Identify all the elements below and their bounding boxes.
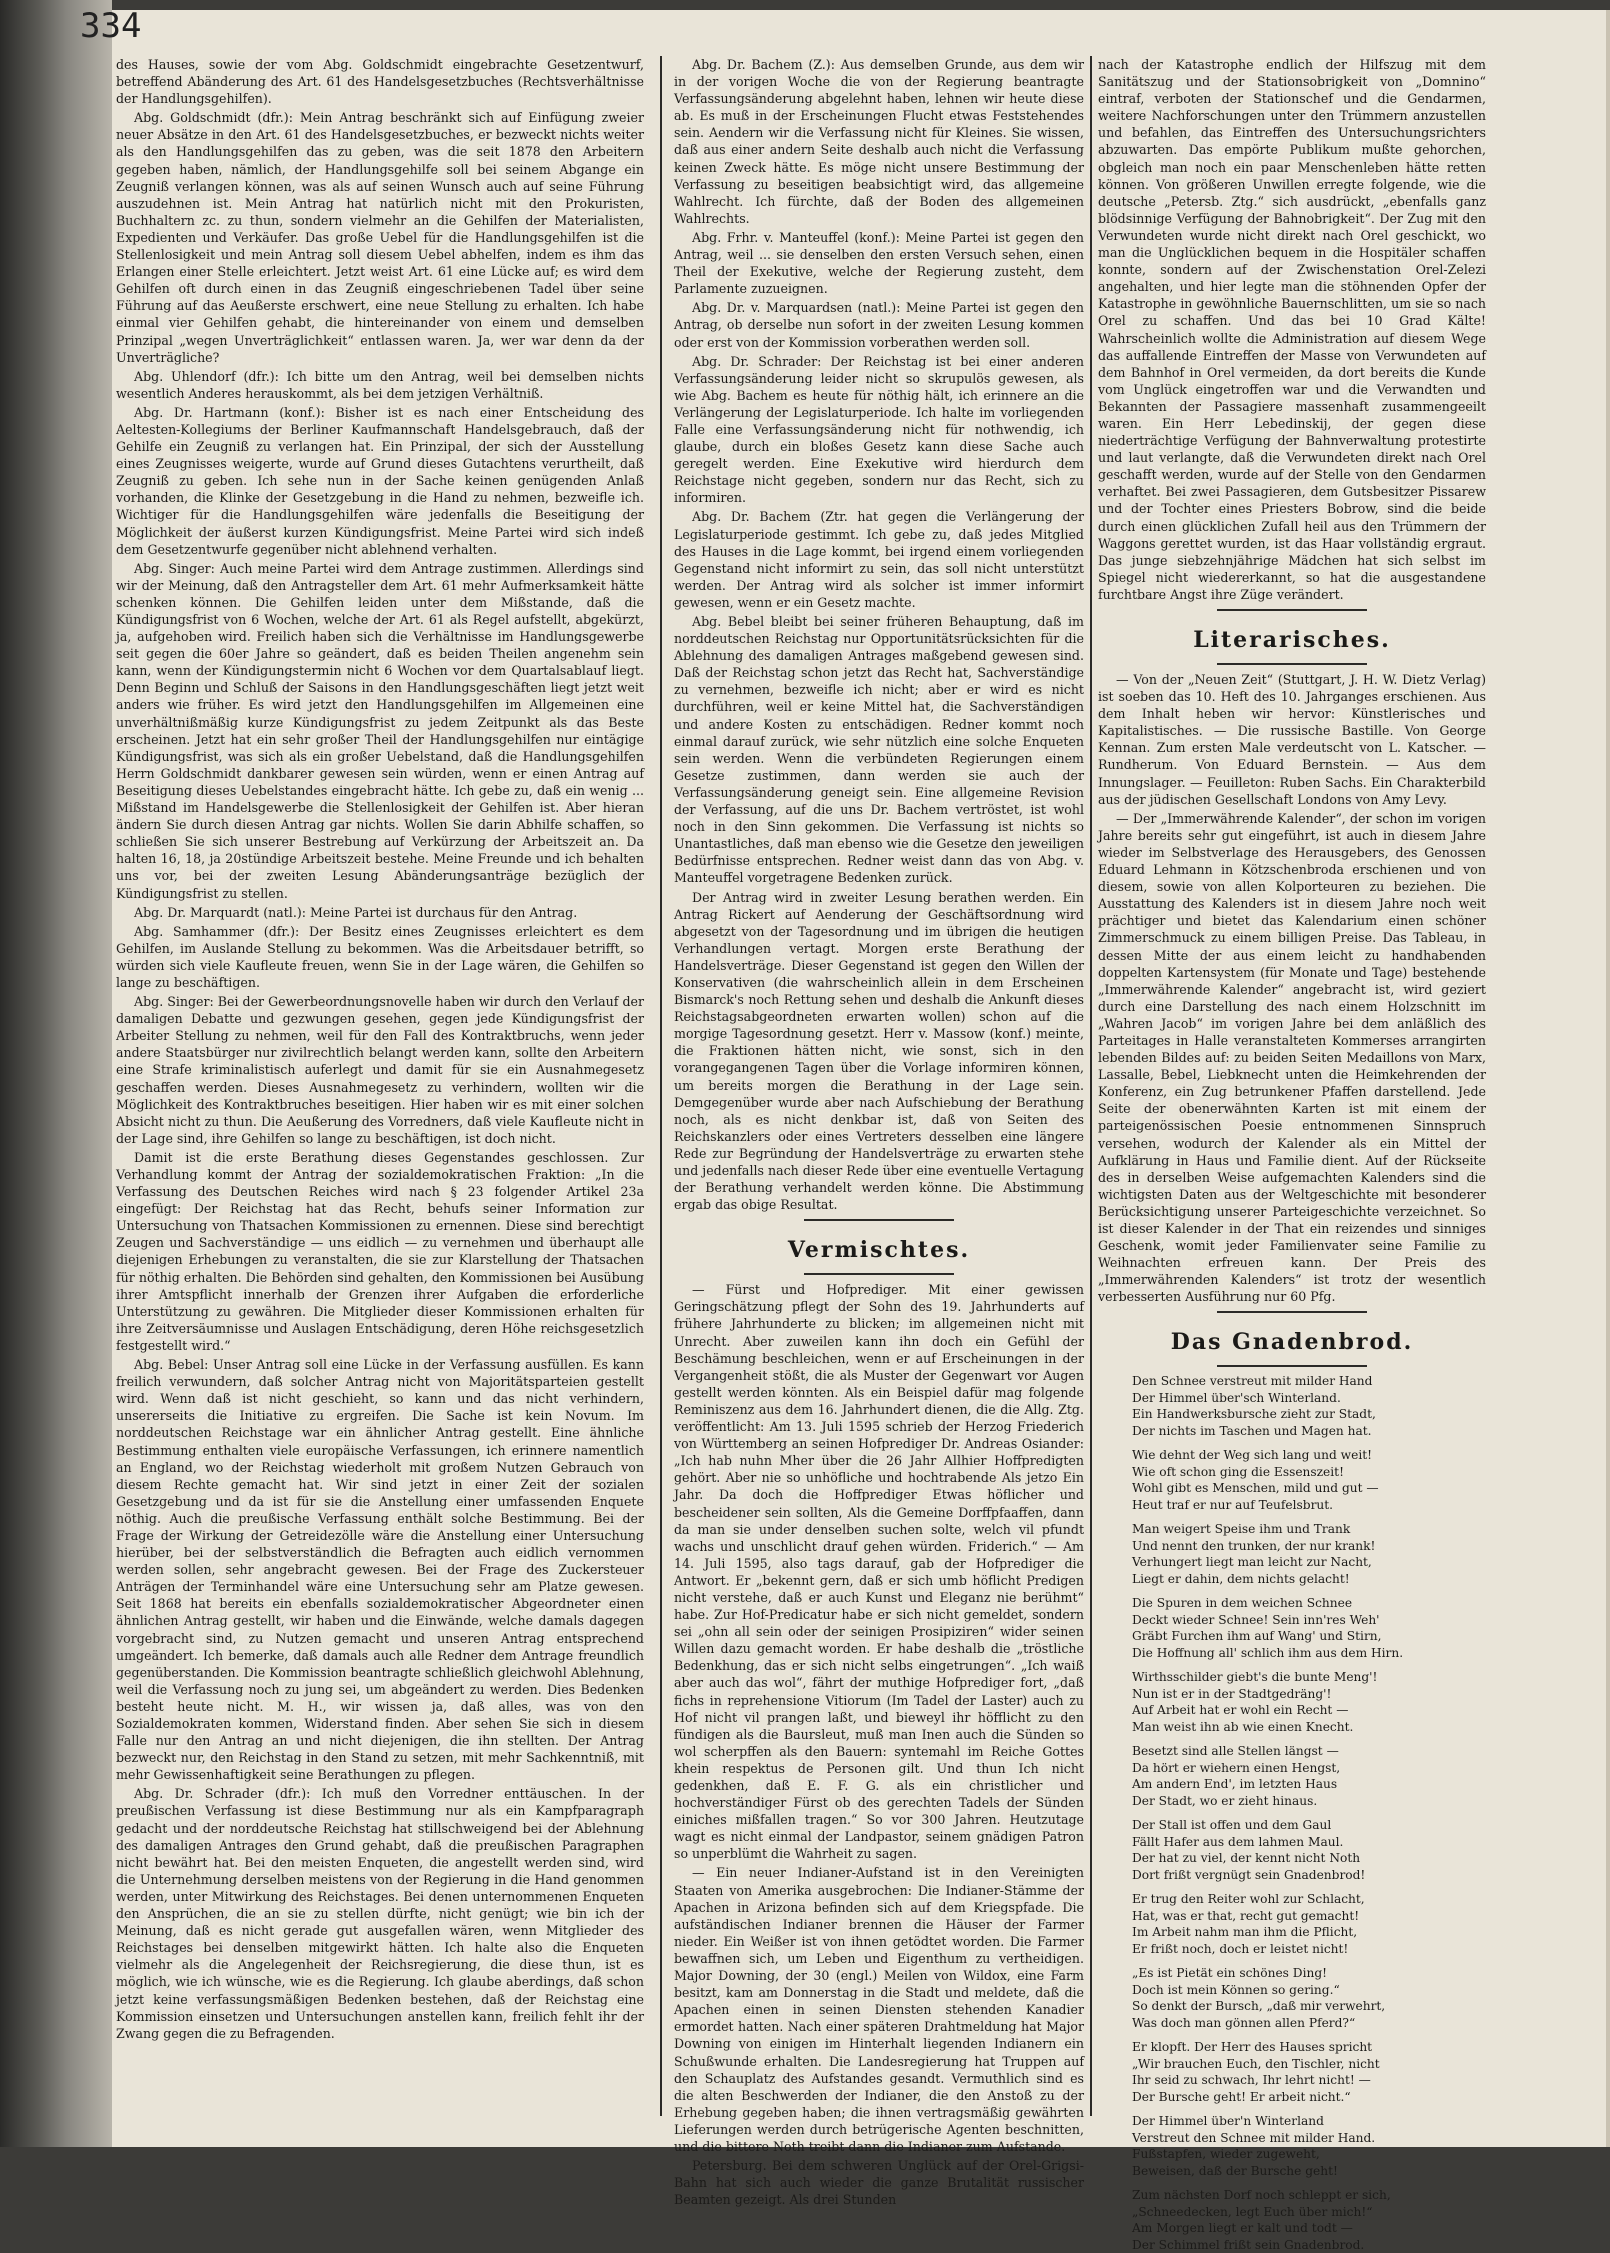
poem-line: „Schneedecken, legt Euch über mich!“ [1132, 2204, 1373, 2219]
poem-line: Man weigert Speise ihm und Trank [1132, 1522, 1351, 1537]
section-rule [804, 1219, 954, 1221]
poem-stanza [1132, 1373, 1486, 1439]
poem-line: Er trug den Reiter wohl zur Schlacht, [1132, 1892, 1365, 1907]
poem-line: Im Arbeit nahm man ihm die Pflicht, [1132, 1925, 1358, 1940]
vermischtes-paragraph: — Fürst und Hofprediger. Mit einer gewissen Geringschätzung pflegt der Sohn des 19. Jahrhunderts auf frühere Jahrhunderte zu blicken; im allgemeinen nicht mit Unrecht. Aber zuweilen kann ihn doch ein Gefühl der Beschämung beschleichen, wenn er auf Erscheinungen in der Vergangenheit stößt, die als Muster der Gegenwart vor Augen gestellt werden könnten. Als ein Beispiel dafür mag folgende Reminiszenz aus dem 16. Jahrhundert dienen, die die Allg. Ztg. veröffentlicht: Am 13. Juli 1595 schrieb der Herzog Friederich von Württemberg an seinen Hofprediger Dr. Andreas Osiander: „Ich hab nuhn Mher über die 26 Jahr Allhier Hoffpredigten gehört. Aber nie so unhöfliche und hochtrabende Als jetzo Ein Jahr. Da doch die Hoffprediger Etwas höflicher und bescheidener sein sollten, Als die Gemeine Dorffpfaaffen, dann da man sie under denselben suchen solte, welch vil pfundt wachs und unschlicht drauf gehen würden. Friderich.“ — Am 14. Juli 1595, also tags darauf, gab der Hofprediger die Antwort. Er „bekennt gern, daß er sich umb höflicht Predigen nicht verstehe, daß er auch Kunst und Eleganz nie berühmt“ habe. Zur Hof-Predicatur habe er sich nicht gemeldet, sondern sei „ohn all sein oder der seinigen Prosipiziren“ wider seinen Willen dazu gemacht worden. Er habe deshalb die „tröstliche Bedenkhung, das er sich nicht selbs eingetrungen“. „Ich waiß aber auch das wol“, fährt der muthige Hofprediger fort, „daß fichs in reprehensione Vitiorum (Im Tadel der Laster) auch zu Hof nicht vil prangen laßt, und bieweyl ihr höfflicht zu den fündigen als die Baursleut, muß man Inen auch die Sünden so wol scherpffen als den Bauern: syntemahl im Reiche Gottes khein respektus de Personen gilt. Und thun Ich nicht gedenkhen, daß E. F. G. als ein christlicher und hochverständiger Fürst ob des gerechten Tadels der Sünden einiches mißfallen tragen.“ So vor 300 Jahren. Heutzutage wagt es nicht einmal der Landpastor, seinem gnädigen Patron so unperblümt die Wahrheit zu sagen. [674, 1282, 1084, 1862]
poem-line: Die Spuren in dem weichen Schnee [1132, 1596, 1353, 1611]
col2-paragraph: Abg. Dr. v. Marquardsen (natl.): Meine Partei ist gegen den Antrag, ob derselbe nun sofort in der zweiten Lesung kommen oder erst von der Kommission vorberathen werden soll. [674, 300, 1084, 350]
column-rule-1 [660, 56, 662, 2116]
page-number: 334 [80, 6, 142, 46]
col2-paragraph: Abg. Bebel bleibt bei seiner früheren Behauptung, daß im norddeutschen Reichstag nur Opportunitätsrücksichten für die Ablehnung des damaligen Antrages maßgebend gewesen sind. Daß der Reichstag schon jetzt das Recht hat, Sachverständige zu vernehmen, bezweifle ich nicht; aber er wird es nicht durchführen, weil er keine Mittel hat, die Sachverständigen und andere Kosten zu entschädigen. Redner kommt noch einmal darauf zurück, wie sehr nützlich eine solche Enqueten sein werden. Wenn die verbündeten Regierungen einem Gesetze zustimmen, dann werden sie auch der Verfassungsänderung geneigt sein. Eine allgemeine Revision der Verfassung, auf die uns Dr. Bachem vertröstet, ist wohl noch in den Sinn gekommen. Die Verfassung ist nichts so Unantastliches, daß man ebenso wie die Gesetze den jeweiligen Bedürfnisse entsprechen. Redner weist dann das von Abg. v. Manteuffel vorgetragene Bedenken zurück. [674, 614, 1084, 886]
poem-stanza [1132, 2187, 1486, 2253]
section-rule [1217, 663, 1367, 665]
column-3 [1098, 56, 1486, 2252]
poem-line: Zum nächsten Dorf noch schleppt er sich, [1132, 2188, 1391, 2203]
col2-paragraph: Abg. Dr. Schrader: Der Reichstag ist bei einer anderen Verfassungsänderung leider nicht so skrupulös gewesen, als wie Abg. Bachem es heute für nöthig hält, ich erinnere an die Verlängerung der Legislaturperiode. Ich halte im vorliegenden Falle eine Verfassungsänderung nicht für nothwendig, ich glaube, durch ein bloßes Gesetz kann diese Sache auch geregelt werden. Eine Exekutive wird hierdurch dem Reichstage nicht gegeben, sondern nur das Recht, sich zu informiren. [674, 353, 1084, 506]
poem-line: Wie dehnt der Weg sich lang und weit! [1132, 1448, 1373, 1463]
poem-stanza [1132, 1965, 1486, 2031]
poem-line: Heut traf er nur auf Teufelsbrut. [1132, 1497, 1334, 1512]
col3-paragraph: nach der Katastrophe endlich der Hilfszug mit dem Sanitätszug und der Stationsobrigkeit von „Domnino“ eintraf, verboten der Stationschef und die Gendarmen, weitere Nachforschungen unter den Trümmern anzustellen und befahlen, das Eintreffen des Untersuchungsrichters abzuwarten. Das empörte Publikum mußte gehorchen, obgleich man noch ein paar Menschenleben hätte retten können. Von größeren Unwillen erregte folgende, wie die deutsche „Petersb. Ztg.“ sich ausdrückt, „ebenfalls ganz blödsinnige Verfügung der Bahnobrigkeit“. Der Zug mit den Verwundeten wurde nicht direkt nach Orel geschickt, wo man die Unglücklichen bequem in die Hospitäler schaffen konnte, sondern auf der Zwischenstation Orel-Zelezi angehalten, und hier legte man die stöhnenden Opfer der Katastrophe in gewöhnliche Bauernschlitten, um sie so nach Orel zu schaffen. Und das bei 10 Grad Kälte! Wahrscheinlich wollte die Administration auf diesem Wege das auffallende Eintreffen der Masse von Verwundeten auf dem Bahnhof in Orel vermeiden, da dort bereits die Kunde vom Unglück eingetroffen war und die Verwandten und Bekannten der Passagiere massenhaft zusammengeeilt waren. Ein Herr Lebedinskij, der gegen diese niederträchtige Verfügung der Bahnverwaltung protestirte und laut verlangte, daß die Verwundeten direkt nach Orel geschafft werden, wurde auf der Stelle von den Gendarmen verhaftet. Bei zwei Passagieren, dem Gutsbesitzer Pissarew und der Tochter eines Priesters Bobrow, sind die beide durch einen glücklichen Zufall heil aus den Trümmern der Waggons gerettet wurden, ist das Haar vollständig ergraut. Das junge siebzehnjährige Mädchen hat sich selbst im Spiegel nicht wiedererkannt, so hat die ausgestandene furchtbare Angst ihre Züge verändert. [1098, 57, 1486, 602]
col1-paragraph: Abg. Samhammer (dfr.): Der Besitz eines Zeugnisses erleichtert es dem Gehilfen, im Auslande Stellung zu bekommen. Was die Arbeitsdauer betrifft, so würden sich viele Kaufleute freuen, wenn Sie in der Lage wären, die Gehilfen so lange zu beschäftigen. [116, 923, 644, 990]
poem-stanza [1132, 2039, 1486, 2105]
section-rule [1217, 1365, 1367, 1367]
poem-line: Beweisen, daß der Bursche geht! [1132, 2163, 1338, 2178]
poem-line: Liegt er dahin, dem nichts gelacht! [1132, 1571, 1350, 1586]
col1-paragraph: Damit ist die erste Berathung dieses Gegenstandes geschlossen. Zur Verhandlung kommt der Antrag der sozialdemokratischen Fraktion: „In die Verfassung des Deutschen Reiches wird nach § 23 folgender Artikel 23a eingefügt: Der Reichstag hat das Recht, behufs seiner Information zur Untersuchung von Thatsachen Kommissionen zu ernennen. Diese sind berechtigt Zeugen und Sachverständige — uns eidlich — zu vernehmen und überhaupt alle diejenigen Erhebungen zu veranstalten, die sie zur Klarstellung der Thatsachen für nöthig erhalten. Die Behörden sind gehalten, den Kommissionen bei Ausübung ihrer Amtspflicht innerhalb der Grenzen ihrer Aufgaben die erforderliche Unterstützung zu gewähren. Die Mitglieder dieser Kommissionen erhalten für ihre Zeitversäumnisse und Auslagen Entschädigung, deren Höhe reichsgesetzlich festgestellt wird.“ [116, 1149, 644, 1353]
poem-line: Auf Arbeit hat er wohl ein Recht — [1132, 1703, 1349, 1718]
poem-line: Der Stadt, wo er zieht hinaus. [1132, 1793, 1318, 1808]
col2-paragraph: Der Antrag wird in zweiter Lesung berathen werden. Ein Antrag Rickert auf Aenderung der Geschäftsordnung wird abgesetzt von der Tagesordnung und im übrigen die heutigen Verhandlungen vertagt. Morgen erste Berathung der Handelsverträge. Dieser Gegenstand ist gegen den Willen der Konservativen (die wahrscheinlich allein in dem Erscheinen Bismarck's noch Rettung sehen und deshalb die Ankunft dieses Reichstagsabgeordneten erwarten wollen) schon auf die morgige Tagesordnung gesetzt. Herr v. Massow (konf.) meinte, die Fraktionen hätten nicht, wie sonst, sich in den vorangegangenen Tagen über die Vorlage informiren können, um bereits morgen die Berathung in der Lage sein. Demgegenüber wurde aber nach Aufschiebung der Berathung noch, als es nicht denkbar ist, daß von Seiten des Reichskanzlers oder eines Vertreters desselben eine längere Rede zur Begründung der Handelsverträge zu erwarten stehe und jedenfalls nach dieser Rede über eine eventuelle Vertagung der Berathung verhandelt werden könne. Die Abstimmung ergab das obige Resultat. [674, 889, 1084, 1213]
vermischtes-paragraph: — Ein neuer Indianer-Aufstand ist in den Vereinigten Staaten von Amerika ausgebrochen: Die Indianer-Stämme der Apachen in Arizona befinden sich auf dem Kriegspfade. Die aufständischen Indianer brennen die Häuser der Farmer nieder. Ein Weißer ist von ihnen getödtet worden. Die Farmer bewaffnen sich, um Leben und Eigenthum zu vertheidigen. Major Downing, der 30 (engl.) Meilen von Wildox, eine Farm besitzt, kam am Donnerstag in die Stadt und meldete, daß die Apachen einen in seinen Diensten stehenden Kanadier ermordet hatten. Nach einer späteren Drahtmeldung hat Major Downing von einigen im Hinterhalt liegenden Indianern ein Schußwunde erhalten. Die Landesregierung hat Truppen auf den Schauplatz des Aufstandes gesandt. Vermuthlich sind es die alten Beschwerden der Indianer, die den Anstoß zu der Erhebung gegeben haben; die ihnen vertragsmäßig gewährten Lieferungen werden durch betrügerische Agenten beschnitten, und die bittere Noth treibt dann die Indianer zum Aufstande. [674, 1865, 1084, 2154]
poem-line: „Es ist Pietät ein schönes Ding! [1132, 1966, 1328, 1981]
section-rule [1217, 609, 1367, 611]
poem-line: Hat, was er that, recht gut gemacht! [1132, 1908, 1360, 1923]
poem-line: Den Schnee verstreut mit milder Hand [1132, 1374, 1373, 1389]
poem-line: Wirthsschilder giebt's die bunte Meng'! [1132, 1670, 1378, 1685]
poem-line: Am andern End', im letzten Haus [1132, 1777, 1338, 1792]
col1-paragraph: Abg. Dr. Marquardt (natl.): Meine Partei ist durchaus für den Antrag. [134, 904, 578, 920]
col1-paragraph: Abg. Bebel: Unser Antrag soll eine Lücke in der Verfassung ausfüllen. Es kann freilich verwundern, daß solcher Antrag nicht von Majoritätsparteien gestellt wird. Wenn daß ist nicht geschieht, so kann und das nicht verhindern, unsererseits die Initiative zu ergreifen. Die Sache ist kein Novum. Im norddeutschen Reichstage war ein ähnlicher Antrag gestellt. Eine ähnliche Bestimmung enthalten viele europäische Verfassungen, ich erinnere namentlich an England, wo der Reichstag wiederholt mit großem Nutzen Gebrauch von diesem Rechte gemacht hat. Wir sind jetzt in einer Zeit der sozialen Gesetzgebung und da ist für sie die Anstellung einer umfassenden Enquete nöthig. Auch die preußische Verfassung enthält solche Bestimmung. Bei der Frage der Wirkung der Getreidezölle wäre die Anstellung einer Untersuchung hierüber, bei der selbstverständlich die Befragten auch eidlich vernommen werden sollen, sehr angebracht gewesen. Bei der Frage des Zuckersteuer Anträgen der Terminhandel wäre eine Untersuchung sehr am Platze gewesen. Seit 1868 hat bereits ein ebenfalls sozialdemokratischer Abgeordneter einen ähnlichen Antrag gestellt, wir haben und die Einwände, welche damals dagegen vorgebracht sind, zu Nutzen gemacht und unseren Antrag entsprechend umgeändert. Ich bemerke, daß damals auch alle Redner dem Antrage freundlich gegenüberstanden. Die Kommission beantragte schließlich gleichwohl Ablehnung, weil die Verfassung noch zu jung sei, um abgeändert zu werden. Dies Bedenken besteht heute nicht. M. H., wir wissen ja, daß alles, was von den Sozialdemokraten kommen, Widerstand finden. Aber sehen Sie sich in diesem Falle nur den Antrag an und nicht diejenigen, die ihn stellten. Der Antrag bezweckt nur, den Reichstag in den Stand zu setzen, mit mehr Sachkenntniß, mit mehr Gewissenhaftigkeit seine Berathungen zu pflegen. [116, 1357, 644, 1783]
poem-line: Und nennt den trunken, der nur krank! [1132, 1538, 1376, 1553]
poem-stanza [1132, 1521, 1486, 1587]
poem-line: „Wir brauchen Euch, den Tischler, nicht [1132, 2056, 1380, 2071]
poem-stanza [1132, 1891, 1486, 1957]
vermischtes-paragraph: Petersburg. Bei dem schweren Unglück auf der Orel-Grigsi-Bahn hat sich auch wieder die ganze Brutalität russischer Beamten gezeigt. Als drei Stunden [674, 2158, 1084, 2208]
poem-line: Fällt Hafer aus dem lahmen Maul. [1132, 1834, 1344, 1849]
col1-paragraph: Abg. Dr. Hartmann (konf.): Bisher ist es nach einer Entscheidung des Aeltesten-Kollegiums der Berliner Kaufmannschaft Handelsgebrauch, daß der Gehilfe ein Zeugniß zu verlangen hat. Ein Prinzipal, der sich der Ausstellung eines Zeugnisses weigerte, wurde auf Grund dieses Gutachtens verurtheilt, daß Zeugniß zu geben. Ich sehe nun in der Sache keinen genügenden Anlaß vorhanden, die Klinke der Gesetzgebung in die Hand zu nehmen, bezweifle ich. Wichtiger für die Handlungsgehilfen wäre jedenfalls die Beseitigung der Möglichkeit der äußerst kurzen Kündigungsfrist. Meine Partei wird sich indeß dem Gesetzentwurfe gegenüber nicht ablehnend verhalten. [116, 404, 644, 557]
poem-line: Der Bursche geht! Er arbeit nicht.“ [1132, 2089, 1351, 2104]
poem-line: Der Stall ist offen und dem Gaul [1132, 1818, 1332, 1833]
poem-line: Der nichts im Taschen und Magen hat. [1132, 1423, 1372, 1438]
gnadenbrod-heading: Das Gnadenbrod. [1170, 1329, 1414, 1356]
poem-line: Der Himmel über'sch Winterland. [1132, 1390, 1341, 1405]
poem-line: Man weist ihn ab wie einen Knecht. [1132, 1719, 1354, 1734]
poem-line: Verstreut den Schnee mit milder Hand. [1132, 2130, 1376, 2145]
literarisches-paragraph: — Von der „Neuen Zeit“ (Stuttgart, J. H. W. Dietz Verlag) ist soeben das 10. Heft des 10. Jahrganges erschienen. Aus dem Inhalt heben wir hervor: Künstlerisches und Kapitalistisches. — Die russische Bastille. Von George Kennan. Zum ersten Male verdeutscht von L. Katscher. — Rundherum. Von Eduard Bernstein. — Aus dem Innungslager. — Feuilleton: Ruben Sachs. Ein Charakterbild aus der jüdischen Gesellschaft Londons von Amy Levy. [1098, 672, 1486, 807]
col2-paragraph: Abg. Frhr. v. Manteuffel (konf.): Meine Partei ist gegen den Antrag, weil ... sie denselben den ersten Versuch sehen, einen Theil der Exekutive, welche der Regierung zusteht, dem Parlamente zuzueignen. [674, 229, 1084, 297]
poem-line: Der Schimmel frißt sein Gnadenbrod. [1132, 2237, 1365, 2252]
poem-line: Wie oft schon ging die Essenszeit! [1132, 1464, 1344, 1479]
poem-stanza [1132, 1669, 1486, 1735]
column-rule-2 [1090, 56, 1092, 2116]
poem-line: Er klopft. Der Herr des Hauses spricht [1132, 2040, 1373, 2055]
col2-paragraph: Abg. Dr. Bachem (Ztr. hat gegen die Verlängerung der Legislaturperiode gestimmt. Ich gebe zu, daß jedes Mitglied des Hauses in die Lage kommt, bei irgend einem vorliegenden Gegenstand nicht informirt zu sein, das soll nicht unterstützt werden. Der Antrag wird als solcher ist immer informirt gewesen, wenn er ein Gesetz machte. [674, 509, 1084, 610]
poem-line: Der Himmel über'n Winterland [1132, 2114, 1324, 2129]
poem-line: Fußstapfen, wieder zugeweht, [1132, 2147, 1320, 2162]
poem-line: Besetzt sind alle Stellen längst — [1132, 1744, 1339, 1759]
col1-paragraph: des Hauses, sowie der vom Abg. Goldschmidt eingebrachte Gesetzentwurf, betreffend Abänderung des Art. 61 des Handelsgesetzbuches (Rechtsverhältnisse der Handlungsgehilfen). [116, 57, 644, 107]
column-1 [116, 56, 644, 2116]
poem-stanza [1132, 1447, 1486, 1513]
section-rule [1217, 1311, 1367, 1313]
poem [1098, 1373, 1486, 2253]
poem-stanza [1132, 1595, 1486, 1661]
poem-line: Was doch man gönnen allen Pferd?“ [1132, 2015, 1356, 2030]
poem-line: Er frißt noch, doch er leistet nicht! [1132, 1941, 1349, 1956]
poem-line: Doch ist mein Können so gering.“ [1132, 1982, 1340, 1997]
poem-line: Wohl gibt es Menschen, mild und gut — [1132, 1481, 1379, 1496]
poem-line: Der hat zu viel, der kennt nicht Noth [1132, 1851, 1361, 1866]
col1-paragraph: Abg. Goldschmidt (dfr.): Mein Antrag beschränkt sich auf Einfügung zweier neuer Absätze in den Art. 61 des Handelsgesetzbuches, er bezweckt nichts weiter als den Handlungsgehilfen das zu geben, was die seit 1878 den Arbeitern gegeben haben, nämlich, der Handlungsgehilfe soll bei seinem Abgange ein Zeugniß verlangen können, was als auf seinen Wunsch auch auf seine Führung auszudehnen ist. Mein Antrag hat natürlich nicht mit den Prokuristen, Buchhaltern zc. zu thun, sondern vielmehr an die Gehilfen der Materialisten, Expedienten und Verkäufer. Das große Uebel für die Handlungsgehilfen ist die Stellenlosigkeit und mein Antrag soll diesem Uebel abhelfen, indem es ihm das Erlangen einer Stelle erleichtert. Jetzt weist Art. 61 eine Lücke auf; es wird dem Gehilfen oft durch einen in das Zeugniß eingeschriebenen Tadel über seine Führung auf das Aeußerste erschwert, eine neue Stellung zu erhalten. Ich habe einmal vier Gehilfen gehabt, die hintereinander von einem und demselben Prinzipal „wegen Unverträglichkeit“ entlassen waren. Ja, wer war denn da der Unverträgliche? [116, 110, 644, 365]
poem-line: Dort frißt vergnügt sein Gnadenbrod! [1132, 1867, 1366, 1882]
poem-line: So denkt der Bursch, „daß mir verwehrt, [1132, 1999, 1386, 2014]
page-edge [1606, 10, 1610, 2147]
literarisches-paragraph: — Der „Immerwährende Kalender“, der schon im vorigen Jahre bereits sehr gut eingeführt, ist auch in diesem Jahre wieder im Selbstverlage des Herausgebers, des Genossen Eduard Lehmann in Kötzschenbroda erschienen und von diesem, sowie von allen Kolporteuren zu beziehen. Die Ausstattung des Kalenders ist in diesem Jahre noch weit prächtiger und bietet das Kalendarium einen schöner Zimmerschmuck zu einem billigen Preise. Das Tableau, in dessen Mitte der aus einem leicht zu handhabenden doppelten Kartensystem (für Monate und Tage) bestehende „Immerwährende Kalender“ angebracht ist, wird geziert durch eine Darstellung des nach einem Holzschnitt im „Wahren Jacob“ im vorigen Jahre bei dem anläßlich des Parteitages in Halle veranstalteten Kommerses arrangirten lebenden Bildes auf: zu beiden Seiten Medaillons von Marx, Lassalle, Bebel, Liebknecht unten die Heimkehrenden der Konferenz, ein Zug betrunkener Pfaffen darstellend. Jede Seite der obenerwähnten Karten ist mit einem der parteigenössischen Poesie entnommenen Sinnspruch versehen, wodurch der Kalender als ein Mittel der Aufklärung in Haus und Familie dient. Auf der Rückseite des in derselben Weise aufgemachten Kalenders sind die wichtigsten Daten aus der Weltgeschichte mit besonderer Berücksichtigung unserer Parteigeschichte verzeichnet. So ist dieser Kalender in der That ein reizendes und sinniges Geschenk, womit jeder Familienvater seine Familie zu Weihnachten erfreuen kann. Der Preis des „Immerwährenden Kalenders“ ist trotz der wesentlich verbesserten Ausführung nur 60 Pfg. [1098, 810, 1486, 1305]
poem-line: Verhungert liegt man leicht zur Nacht, [1132, 1555, 1372, 1570]
vermischtes-heading: Vermischtes. [787, 1237, 971, 1264]
poem-line: Deckt wieder Schnee! Sein inn'res Weh' [1132, 1612, 1380, 1627]
poem-line: Gräbt Furchen ihm auf Wang' und Stirn, [1132, 1629, 1382, 1644]
literarisches-heading: Literarisches. [1193, 627, 1391, 653]
col1-paragraph: Abg. Uhlendorf (dfr.): Ich bitte um den Antrag, weil bei demselben nichts wesentlich Anderes herauskommt, als bei dem jetzigen Verhältniß. [116, 368, 644, 401]
poem-line: Am Morgen liegt er kalt und todt — [1132, 2221, 1353, 2236]
poem-line: Ein Handwerksbursche zieht zur Stadt, [1132, 1407, 1376, 1422]
poem-line: Die Hoffnung all' schlich ihm aus dem Hirn. [1132, 1645, 1404, 1660]
poem-line: Nun ist er in der Stadtgedräng'! [1132, 1686, 1332, 1701]
column-2 [674, 56, 1084, 2208]
col1-paragraph: Abg. Dr. Schrader (dfr.): Ich muß den Vorredner enttäuschen. In der preußischen Verfassung ist diese Bestimmung nur als ein Kampfparagraph gedacht und der norddeutsche Reichstag hat stillschweigend bei der Ablehnung des damaligen Antrages den Grund gehabt, daß die preußischen Paragraphen nicht bewährt hat. Bei den meisten Enqueten, die angestellt werden sind, wird die Unternehmung derselben meistens von der Regierung in die Hand genommen werden, unter Mitwirkung des Reichstages. Bei denen unternommenen Enqueten den Ansprüchen, die an sie zu stellen dürfte, nicht genügt; wie bin ich der Meinung, daß es nicht gerade gut ausgefallen wären, wenn Mitglieder des Reichstages bei denselben mitgewirkt hätten. Ich halte also die Enqueten vielmehr als die Angelegenheit der Reichsregierung, die diese thun, ist es möglich, wie ich wünsche, wie es die Regierung. Ich glaube aberdings, daß schon jetzt keine verfassungsmäßigen Bedenken bestehen, daß der Reichstag eine Kommission einsetzen und Untersuchungen anstellen kann, freilich fehlt ihr der Zwang gegen die zu Befragenden. [116, 1786, 644, 2041]
poem-line: Ihr seid zu schwach, Ihr lehrt nicht! — [1132, 2073, 1371, 2088]
col1-paragraph: Abg. Singer: Auch meine Partei wird dem Antrage zustimmen. Allerdings sind wir der Meinung, daß den Antragsteller dem Art. 61 mehr Aufmerksamkeit hätte schenken können. Die Gehilfen leiden unter dem Mißstande, daß die Kündigungsfrist von 6 Wochen, welche der Art. 61 als Regel aufstellt, abgekürzt, ja, aufgehoben wird. Freilich haben sich die Verhältnisse im Handlungsgewerbe seit gegen die 60er Jahre so geändert, daß es beiden Theilen angenehm sein kann, wenn der Kündigungstermin nicht 6 Wochen vor dem Quartalsablauf liegt. Denn Beginn und Schluß der Saisons in den Handlungsgeschäften liegt jetzt weit anders wie früher. Es wird jetzt den Handlungsgehilfen im Allgemeinen eine unverhältnißmäßig kurze Kündigungsfrist zu jedem Zeitpunkt als das Beste erscheinen. Jetzt hat ein sehr großer Theil der Handlungsgehilfen nur eintägige Kündigungsfrist, was sich als ein großer Uebelstand, daß die Handlungsgehilfen Herrn Goldschmidt dankbarer gewesen sein würden, wenn er einen Antrag auf Beseitigung dieses Uebelstandes eingebracht hätte. Ich gebe zu, daß ein wenig ... Mißstand im Handelsgewerbe die Stellenlosigkeit der Gehilfen ist. Aber hieran ändern Sie durch diesen Antrag gar nichts. Wollen Sie darin Abhilfe schaffen, so schließen Sie sich unserer Bestrebung auf Verkürzung der Arbeitszeit an. Da halten 16, 18, ja 20stündige Arbeitszeit bestehe. Meine Freunde und ich behalten uns vor, bei der zweiten Lesung Abänderungsanträge bezüglich der Kündigungsfrist zu stellen. [116, 560, 644, 901]
poem-stanza [1132, 1817, 1486, 1883]
poem-stanza [1132, 1743, 1486, 1809]
col1-paragraph: Abg. Singer: Bei der Gewerbeordnungsnovelle haben wir durch den Verlauf der damaligen Debatte und gezwungen gesehen, gegen jede Kündigungsfrist der Arbeiter Stellung zu nehmen, weil für den Fall des Kontraktbruchs, wenn jeder andere Staatsbürger nur zivilrechtlich belangt werden kann, sollte den Arbeitern eine Strafe kriminalistisch auferlegt und damit für sie ein Ausnahmegesetz geschaffen werden. Dieses Ausnahmegesetz zu verhindern, wollten wir die Möglichkeit des Kontraktbruches beseitigen. Hier haben wir es mit einer solchen Absicht nicht zu thun. Die Aeußerung des Vorredners, daß viele Kaufleute nicht in der Lage sind, ihre Gehilfen so lange zu beschäftigen, ist doch nicht. [116, 994, 644, 1146]
poem-line: Da hört er wiehern einen Hengst, [1132, 1760, 1341, 1775]
poem-stanza [1132, 2113, 1486, 2179]
col2-paragraph: Abg. Dr. Bachem (Z.): Aus demselben Grunde, aus dem wir in der vorigen Woche die von der Regierung beantragte Verfassungsänderung abgelehnt haben, lehnen wir heute diese ab. Es muß in der Erscheinungen Flucht etwas Feststehendes sein. Aendern wir die Verfassung nicht für Kleines. Sie wissen, daß aus einer andern Seite deshalb auch nicht die Verfassung keinen Zweck hätte. Es möge nicht unsere Bestimmung der Verfassung zu beseitigen beabsichtigt wird, das allgemeine Wahlrecht. Ich fürchte, daß der Boden des allgemeinen Wahlrechts. [674, 57, 1084, 226]
section-rule [804, 1273, 954, 1275]
book-spine [0, 0, 112, 2147]
